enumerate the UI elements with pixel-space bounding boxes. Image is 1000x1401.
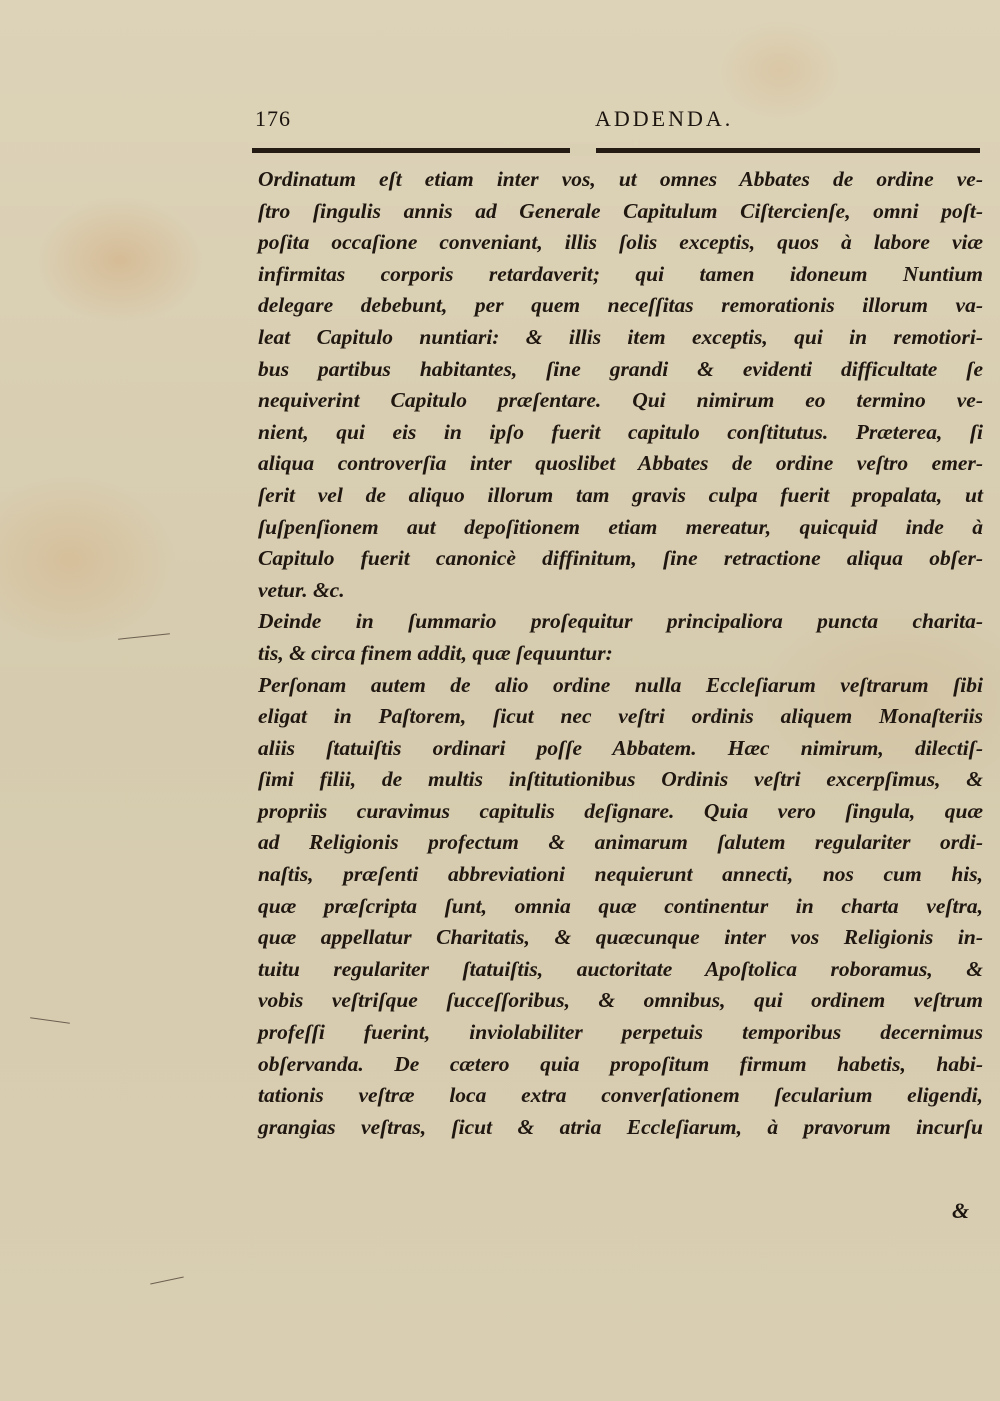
text-line: quæ appellatur Charitatis, & quæcunque inter vos Religionis in-: [258, 925, 983, 950]
text-line: Deinde in ſummario proſequitur principaliora puncta charita-: [258, 609, 983, 634]
text-line: tis, & circa finem addit, quæ ſequuntur:: [258, 640, 613, 665]
text-line: vobis veſtriſque ſucceſſoribus, & omnibus, qui ordinem veſtrum: [258, 988, 983, 1013]
text-line: tationis veſtræ loca extra converſationem ſecularium eligendi,: [258, 1083, 983, 1108]
text-line: ſtro ſingulis annis ad Generale Capitulum Ciſtercienſe, omni poſt-: [258, 198, 983, 223]
text-line: bus partibus habitantes, ſine grandi & evidenti difficultate ſe: [258, 356, 983, 381]
header-rule: [252, 148, 980, 153]
page-header: [255, 106, 975, 140]
text-line: aliis ſtatuiſtis ordinari poſſe Abbatem. Hæc nimirum, dilectiſ-: [258, 735, 983, 760]
page-number: 176: [255, 106, 291, 131]
text-line: quæ præſcripta ſunt, omnia quæ continentur in charta veſtra,: [258, 893, 983, 918]
text-line: obſervanda. De cætero quia propoſitum firmum habetis, habi-: [258, 1051, 983, 1076]
margin-scratch: [30, 1017, 70, 1024]
header-rule-gap: [570, 144, 596, 156]
margin-scratch: [150, 1276, 183, 1284]
text-line: delegare debebunt, per quem neceſſitas remorationis illorum va-: [258, 293, 983, 318]
text-line: Capitulo fuerit canonicè diffinitum, ſine retractione aliqua obſer-: [258, 546, 983, 571]
text-line: vetur. &c.: [258, 577, 345, 602]
running-head: ADDENDA.: [595, 106, 734, 131]
text-line: nient, qui eis in ipſo fuerit capitulo conſtitutus. Præterea, ſi: [258, 419, 983, 444]
body-text: [258, 164, 983, 1143]
text-line: nequiverint Capitulo præſentare. Qui nimirum eo termino ve-: [258, 388, 983, 413]
margin-scratch: [118, 633, 170, 639]
text-line: ad Religionis profectum & animarum ſalutem regulariter ordi-: [258, 830, 983, 855]
text-line: ſimi filii, de multis inſtitutionibus Ordinis veſtri excerpſimus, &: [258, 767, 983, 792]
text-line: eligat in Paſtorem, ſicut nec veſtri ordinis aliquem Monaſteriis: [258, 704, 983, 729]
text-line: propriis curavimus capitulis deſignare. Quia vero ſingula, quæ: [258, 798, 983, 823]
text-line: aliqua controverſia inter quoslibet Abbates de ordine veſtro emer-: [258, 451, 983, 476]
text-line: Ordinatum eſt etiam inter vos, ut omnes Abbates de ordine ve-: [258, 167, 983, 191]
text-line: grangias veſtras, ſicut & atria Eccleſiarum, à pravorum incurſu: [258, 1114, 983, 1139]
text-line: Perſonam autem de alio ordine nulla Eccleſiarum veſtrarum ſibi: [258, 672, 983, 697]
text-line: naſtis, præſenti abbreviationi nequierunt annecti, nos cum his,: [258, 862, 983, 887]
text-line: infirmitas corporis retardaverit; qui tamen idoneum Nuntium: [258, 261, 983, 286]
text-line: profeſſi fuerint, inviolabiliter perpetuis temporibus decernimus: [258, 1020, 983, 1045]
text-line: tuitu regulariter ſtatuiſtis, auctoritate Apoſtolica roboramus, &: [258, 956, 983, 981]
catchword: &: [952, 1198, 970, 1223]
text-line: poſita occaſione conveniant, illis ſolis exceptis, quos à labore viæ: [258, 230, 983, 255]
text-line: ſerit vel de aliquo illorum tam gravis culpa fuerit propalata, ut: [258, 482, 983, 507]
text-line: ſuſpenſionem aut depoſitionem etiam mereatur, quicquid inde à: [258, 514, 983, 539]
text-line: leat Capitulo nuntiari: & illis item exceptis, qui in remotiori-: [258, 324, 983, 349]
